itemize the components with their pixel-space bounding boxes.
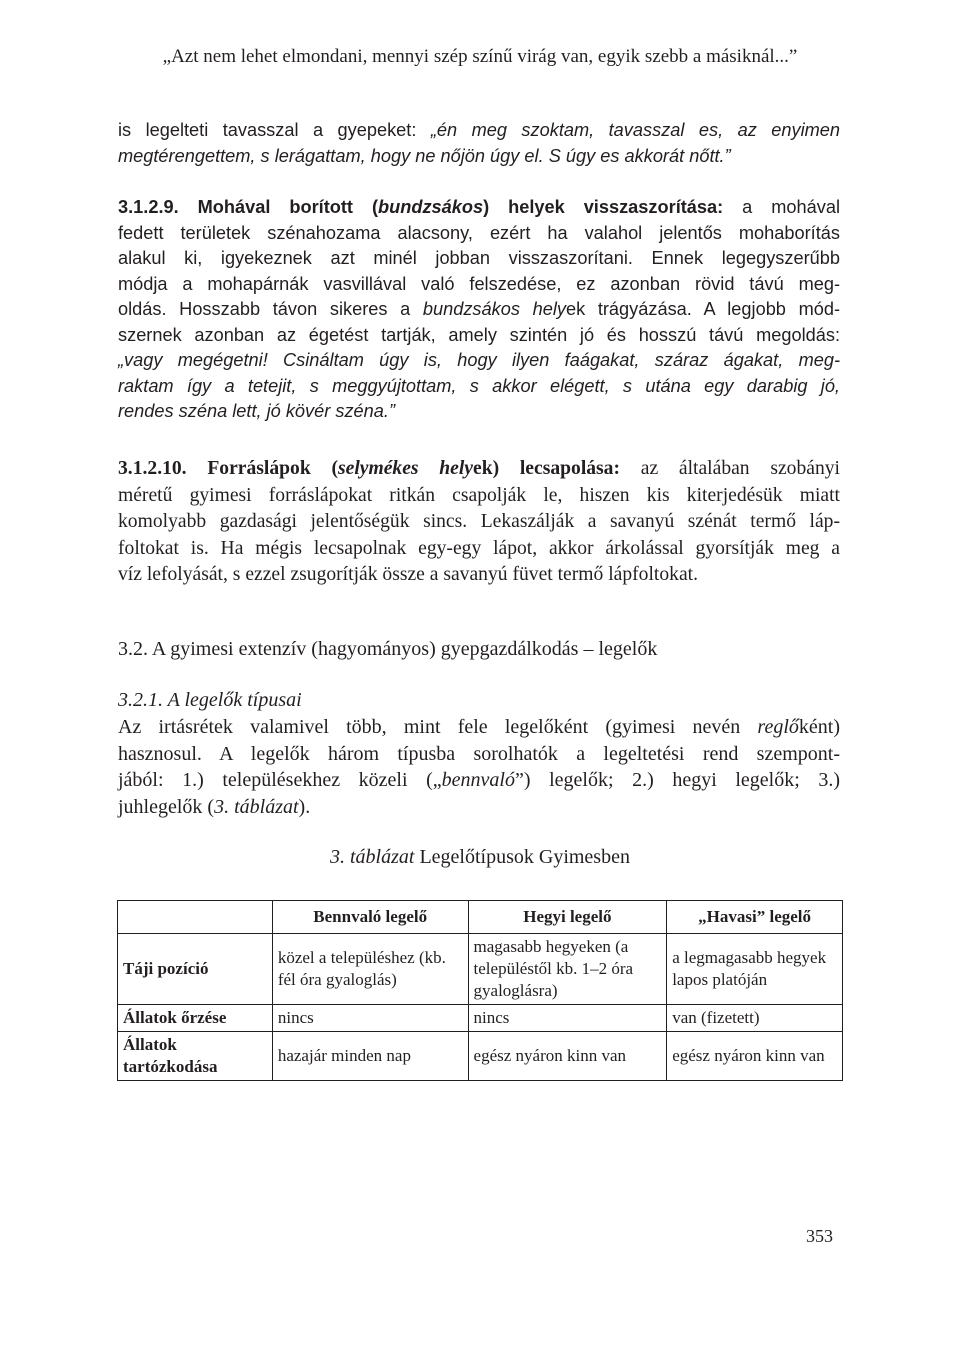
s9-line-2: fedett területek szénahozama alacsony, ezért ha valahol jelentős mohaborítás [118, 222, 840, 243]
s9-number: 3.1.2.9. [118, 197, 179, 217]
s9-line-4: módja a mohapárnák vasvillával való felszedése, ez azonban rövid távú meg- [118, 273, 840, 294]
table-cell: nincs [468, 1005, 667, 1032]
table-cell: a legmagasabb hegyek lapos platóján [667, 934, 843, 1005]
row-head-allatok-tartozkodasa: Állatok tartózkodása [118, 1032, 273, 1081]
s10-line-1: 3.1.2.10. Forráslápok (selymékes helyek) lecsapolása: az általában szobányi [118, 458, 840, 479]
p321-line-3: jából: 1.) településekhez közeli („bennvaló”) legelők; 2.) hegyi legelők; 3.) [118, 769, 841, 791]
s9-line-5: oldás. Hosszabb távon sikeres a bundzsákos helyek trágyázása. A legjobb mód- [118, 299, 841, 319]
header-cell-hegyi: Hegyi legelő [468, 901, 667, 934]
section-3-1-2-9 [118, 195, 840, 425]
s10-number: 3.1.2.10. [118, 458, 187, 479]
s9-line-6: szernek azonban az égetést tartják, amely szintén jó és hosszú távú megoldás: [118, 324, 840, 345]
table-cell: egész nyáron kinn van [667, 1032, 843, 1081]
p321-line-1: Az irtásrétek valamivel több, mint fele legelőként (gyimesi nevén reglőként) [118, 716, 840, 738]
header-cell-havasi: „Havasi” legelő [667, 901, 843, 934]
section-3-1-2-10 [118, 456, 840, 589]
intro-line-2: megtérengettem, s lerágattam, hogy ne nőjön úgy el. S úgy es akkorát nőtt.” [118, 145, 731, 166]
row-head-allatok-orzese: Állatok őrzése [118, 1005, 273, 1032]
s9-line-1: 3.1.2.9. Mohával borított (bundzsákos) helyek visszaszorítása: a mohával [118, 197, 840, 217]
table-row [118, 934, 843, 1005]
table-row [118, 1032, 843, 1081]
table-cell: hazajár minden nap [272, 1032, 468, 1081]
p321-line-4: juhlegelők (3. táblázat). [118, 795, 311, 818]
s9-line-3: alakul ki, igyekeznek azt minél jobban visszaszorítani. Ennek legegyszerűbb [118, 248, 840, 268]
p321-line-2: hasznosul. A legelők három típusba sorolhatók a legeltetési rend szempont- [118, 742, 840, 765]
s9-line-8: raktam így a tetejit, s meggyújtottam, s akkor elégett, s utána egy darabig jó, [118, 375, 840, 396]
table-caption: 3. táblázat Legelőtípusok Gyimesben [330, 846, 630, 868]
s10-line-2: méretű gyimesi forráslápokat ritkán csapolják le, hiszen kis kiterjedésük miatt [118, 484, 840, 506]
section-3-2-heading: 3.2. A gyimesi extenzív (hagyományos) gyepgazdálkodás – legelők [118, 638, 658, 660]
intro-line-1: is legelteti tavasszal a gyepeket: „én meg szoktam, tavasszal es, az enyimen [118, 120, 840, 140]
s9-line-7: „vagy megégetni! Csináltam úgy is, hogy ilyen faágakat, száraz ágakat, meg- [118, 350, 841, 370]
table-cell: nincs [272, 1005, 468, 1032]
running-head: „Azt nem lehet elmondani, mennyi szép színű virág van, egyik szebb a másiknál...” [162, 46, 798, 67]
intro-paragraph [118, 118, 840, 169]
table-cell: közel a településhez (kb. fél óra gyaloglás) [272, 934, 468, 1005]
table-cell: van (fizetett) [667, 1005, 843, 1032]
s9-line-9: rendes széna lett, jó kövér széna.” [118, 401, 395, 421]
table-header-row [118, 901, 843, 934]
s10-line-5: víz lefolyását, s ezzel zsugorítják össze a savanyú füvet termő lápfoltokat. [118, 564, 698, 585]
section-3-2-1-heading: 3.2.1. A legelők típusai [118, 689, 302, 711]
table-cell: egész nyáron kinn van [468, 1032, 667, 1081]
table-cell: magasabb hegyeken (a településtől kb. 1–2 óra gyaloglásra) [468, 934, 667, 1005]
s10-line-4: foltokat is. Ha mégis lecsapolnak egy-egy lápot, akkor árkolással gyorsítják meg a [118, 537, 840, 559]
header-cell-bennvalo: Bennvaló legelő [272, 901, 468, 934]
s10-line-3: komolyabb gazdasági jelentőségük sincs. Lekaszálják a savanyú szénát termő láp- [118, 511, 840, 532]
table-row [118, 1005, 843, 1032]
section-3-2-1-paragraph [118, 714, 840, 820]
row-head-taji-pozicio: Táji pozíció [118, 934, 273, 1005]
page-number: 353 [806, 1226, 833, 1246]
header-cell-empty [118, 901, 273, 934]
pasture-types-table [117, 900, 843, 1081]
